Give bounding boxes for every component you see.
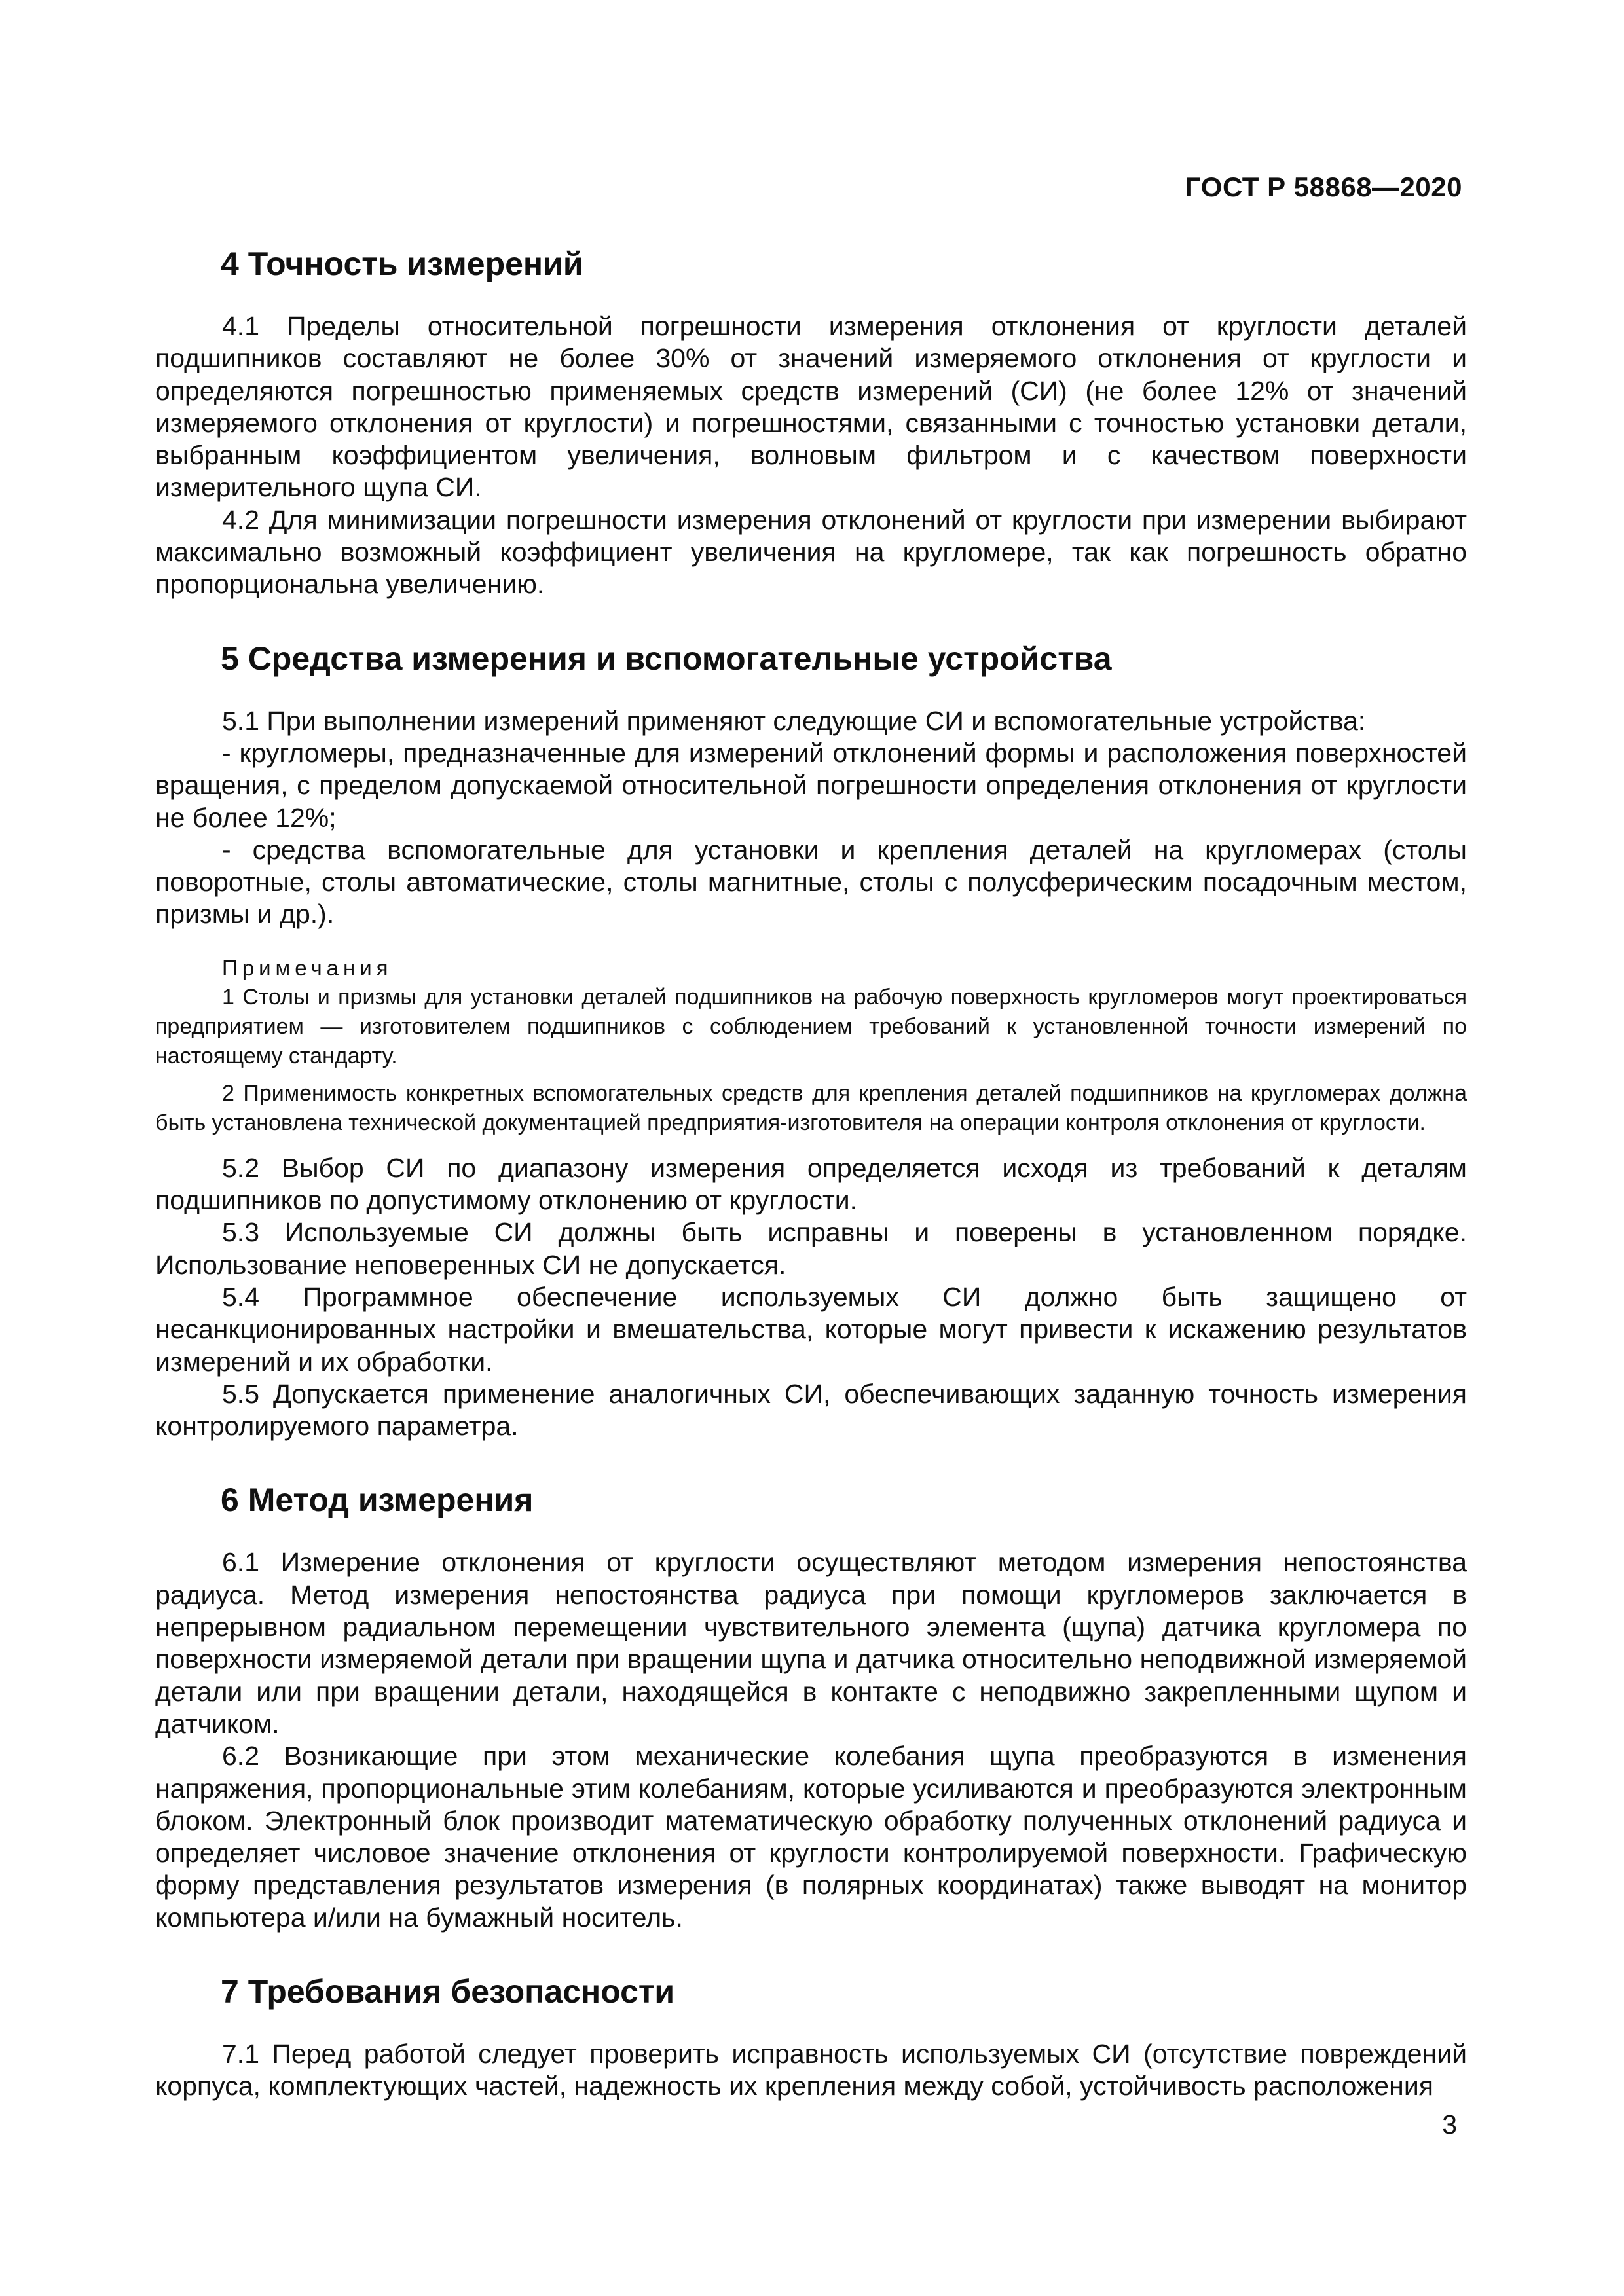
- list-item-auxiliary: - средства вспомогательные для установки и крепления деталей на кругломерах (столы поворотные, столы автоматические, столы магнитные, столы с полусферическим посадочным местом, призмы и др.).: [155, 834, 1467, 930]
- document-body: [155, 244, 1467, 2103]
- paragraph-5-1: 5.1 При выполнении измерений применяют следующие СИ и вспомогательные устройства:: [222, 705, 1366, 736]
- section-4-body: [155, 310, 1467, 601]
- paragraph-5-2: 5.2 Выбор СИ по диапазону измерения определяется исходя из требований к деталям подшипников по допустимому отклонению от круглости.: [155, 1152, 1467, 1216]
- notes-block: [155, 953, 1467, 1138]
- paragraph-5-4: 5.4 Программное обеспечение используемых СИ должно быть защищено от несанкционированных настройки и вмешательства, которые могут привести к искажению результатов измерений и их обработки.: [155, 1281, 1467, 1377]
- section-6-body: [155, 1546, 1467, 1934]
- section-4-title: 4 Точность измерений: [221, 246, 583, 282]
- paragraph-5-3: 5.3 Используемые СИ должны быть исправны и поверены в установленном порядке. Использование неповеренных СИ не допускается.: [155, 1217, 1467, 1280]
- page-number: 3: [1442, 2109, 1457, 2140]
- section-6-title: 6 Метод измерения: [221, 1482, 534, 1519]
- paragraph-4-1: 4.1 Пределы относительной погрешности измерения отклонения от круглости деталей подшипников составляют не более 30% от значений измеряемого отклонения от круглости и определяются погрешностью применяемых средств измерений (СИ) (не более 12% от значений измеряемого отклонения от круглости) и погрешностями, связанными с точностью установки детали, выбранным коэффициентом увеличения, волновым фильтром и с качеством поверхности измерительного щупа СИ.: [155, 311, 1467, 503]
- paragraph-5-5: 5.5 Допускается применение аналогичных СИ, обеспечивающих заданную точность измерения контролируемого параметра.: [155, 1378, 1467, 1442]
- paragraph-7-1: 7.1 Перед работой следует проверить исправность используемых СИ (отсутствие повреждений корпуса, комплектующих частей, надежность их крепления между собой, устойчивость расположения: [155, 2038, 1467, 2102]
- note-2: 2 Применимость конкретных вспомогательных средств для крепления деталей подшипников на кругломерах должна быть установлена технической документацией предприятия-изготовителя на операции контроля отклонения от круглости.: [155, 1080, 1467, 1135]
- notes-title: Примечания: [222, 955, 393, 980]
- list-item-instruments: - кругломеры, предназначенные для измерений отклонений формы и расположения поверхностей вращения, с пределом допускаемой относительной погрешности определения отклонения от круглости не более 12%;: [155, 737, 1467, 833]
- paragraph-4-2: 4.2 Для минимизации погрешности измерения отклонений от круглости при измерении выбирают максимально возможный коэффициент увеличения на кругломере, так как погрешность обратно пропорциональна увеличению.: [155, 504, 1467, 600]
- paragraph-6-1: 6.1 Измерение отклонения от круглости осуществляют методом измерения непостоянства радиуса. Метод измерения непостоянства радиуса при помощи кругломеров заключается в непрерывном радиальном перемещении чувствительного элемента (щупа) датчика кругломера по поверхности измеряемой детали при вращении щупа и датчика относительно неподвижной измеряемой детали или при вращении детали, находящейся в контакте с неподвижно закрепленными щупом и датчиком.: [155, 1547, 1467, 1739]
- note-1: 1 Столы и призмы для установки деталей подшипников на рабочую поверхность кругломеров могут проектироваться предприятием — изготовителем подшипников с соблюдением требований к установленной точности измерений по настоящему стандарту.: [155, 984, 1467, 1068]
- section-7-title: 7 Требования безопасности: [221, 1973, 675, 2010]
- document-header: ГОСТ Р 58868—2020: [1185, 172, 1462, 202]
- section-5-body: [155, 705, 1467, 1443]
- paragraph-6-2: 6.2 Возникающие при этом механические колебания щупа преобразуются в изменения напряжения, пропорциональные этим колебаниям, которые усиливаются и преобразуются электронным блоком. Электронный блок производит математическую обработку полученных отклонений радиуса и определяет числовое значение отклонения от круглости контролируемой поверхности. Графическую форму представления результатов измерения (в полярных координатах) также выводят на монитор компьютера и/или на бумажный носитель.: [155, 1741, 1467, 1933]
- section-5-title: 5 Средства измерения и вспомогательные устройства: [221, 640, 1112, 677]
- section-7-body: [155, 2038, 1467, 2103]
